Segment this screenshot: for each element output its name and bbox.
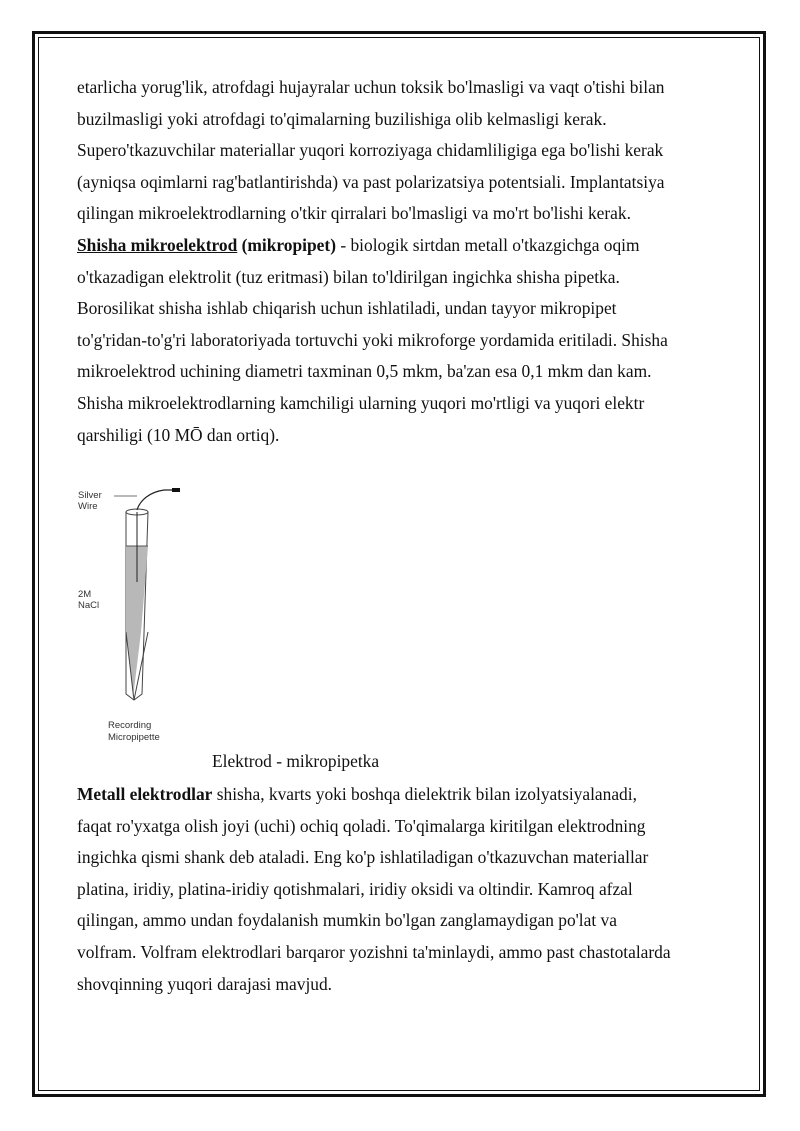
text-line: platina, iridiy, platina-iridiy qotishmalari, iridiy oksidi va oltindir. Kamroq afzal (77, 878, 633, 899)
label-wire: Wire (78, 501, 98, 512)
text-line: o'tkazadigan elektrolit (tuz eritmasi) bilan to'ldirilgan ingichka shisha pipetka. (77, 266, 620, 287)
text-block-top (77, 72, 737, 451)
term-metal-electrodes: Metall elektrodlar (77, 784, 213, 804)
connector-icon (172, 488, 180, 492)
label-micropipette: Micropipette (108, 732, 160, 743)
label-silver: Silver (78, 490, 102, 501)
text-line: Shisha mikroelektrodlarning kamchiligi ularning yuqori mo'rtligi va yuqori elektr (77, 392, 645, 413)
text-fragment: shisha, kvarts yoki boshqa dielektrik bilan izolyatsiyalanadi, (212, 784, 637, 804)
text-line: qilingan mikroelektrodlarning o'tkir qirralari bo'lmasligi va mo'rt bo'lishi kerak. (77, 203, 631, 224)
text-line (77, 779, 737, 811)
text-line: (ayniqsa oqimlarni rag'batlantirishda) va past polarizatsiya potentsiali. Implantatsiya (77, 171, 665, 192)
text-line: buzilmasligi yoki atrofdagi to'qimalarning buzilishiga olib kelmasligi kerak. (77, 108, 607, 129)
term-glass-microelectrode: Shisha mikroelektrod (77, 234, 238, 255)
text-line: etarlicha yorug'lik, atrofdagi hujayralar uchun toksik bo'lmasligi va vaqt o'tishi bilan (77, 77, 665, 97)
text-line: to'g'ridan-to'g'ri laboratoriyada tortuvchi yoki mikroforge yordamida eritiladi. Shisha (77, 329, 668, 350)
label-2m: 2M (78, 589, 92, 600)
micropipette-diagram (76, 482, 256, 744)
text-line: qarshiligi (10 MŌ dan ortiq). (77, 424, 280, 445)
text-line: faqat ro'yxatga olish joyi (uchi) ochiq qoladi. To'qimalarga kiritilgan elektrodning (77, 815, 646, 836)
term-micropipette: (mikropipet) (241, 234, 336, 255)
text-line: shovqinning yuqori darajasi mavjud. (77, 973, 333, 994)
text-line: mikroelektrod uchining diametri taxminan 0,5 mkm, ba'zan esa 0,1 mkm dan kam. (77, 361, 652, 382)
text-line: Supero'tkazuvchilar materiallar yuqori korroziyaga chidamliligiga ega bo'lishi kerak (77, 140, 664, 161)
text-fragment: - biologik sirtdan metall o'tkazgichga oqim (335, 234, 640, 255)
text-line: ingichka qismi shank deb ataladi. Eng ko'p ishlatiladigan o'tkazuvchan materiallar (77, 847, 649, 868)
text-line (77, 230, 737, 262)
label-recording: Recording (108, 720, 152, 731)
text-block-bottom (77, 779, 737, 1000)
figure-caption: Elektrod - mikropipetka (212, 751, 380, 771)
micropipette-figure (76, 482, 256, 744)
text-line: volfram. Volfram elektrodlari barqaror yozishni ta'minlaydi, ammo past chastotalarda (77, 941, 671, 962)
text-line: qilingan, ammo undan foydalanish mumkin bo'lgan zanglamaydigan po'lat va (77, 910, 617, 931)
label-nacl: NaCl (78, 600, 100, 611)
text-line: Borosilikat shisha ishlab chiqarish uchun ishlatiladi, undan tayyor mikropipet (77, 298, 617, 319)
